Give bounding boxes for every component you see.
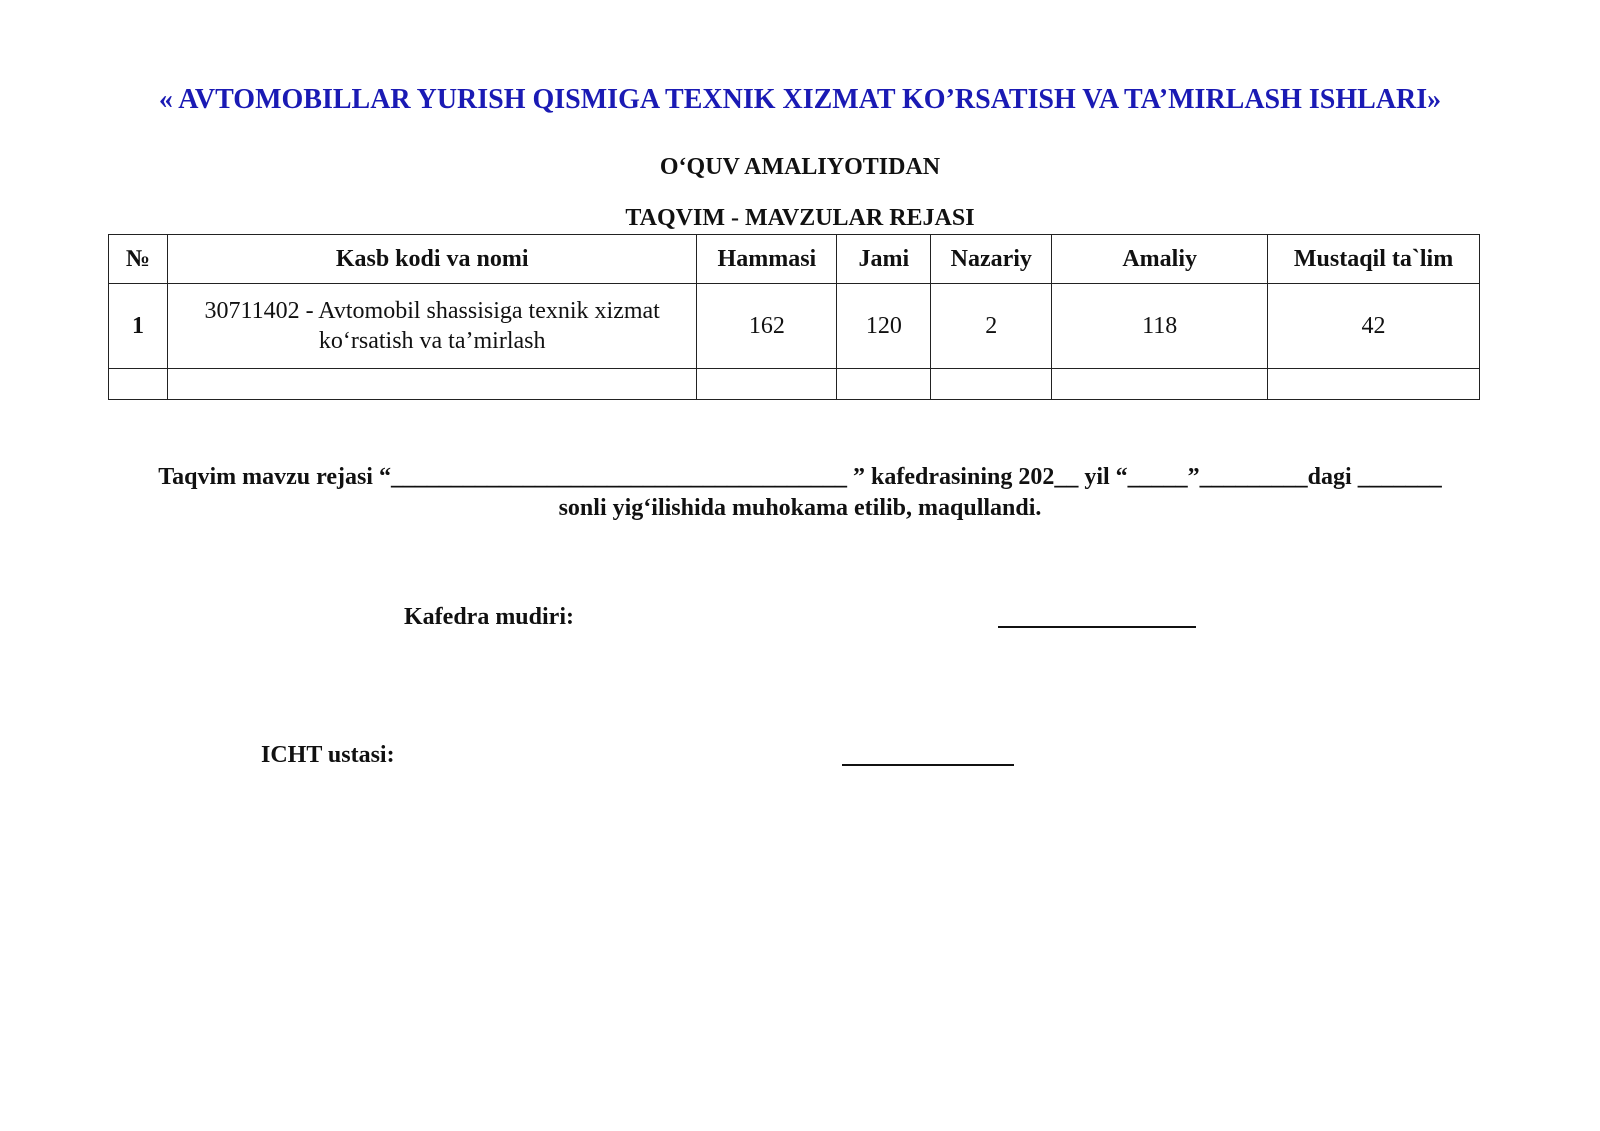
empty-cell	[837, 369, 931, 400]
header-mustaqil: Mustaqil ta`lim	[1268, 235, 1480, 284]
master-label: ICHT ustasi:	[261, 742, 395, 768]
head-signature-line	[998, 626, 1196, 628]
empty-cell	[1052, 369, 1268, 400]
empty-cell	[697, 369, 837, 400]
empty-cell	[1268, 369, 1480, 400]
header-number: №	[109, 235, 168, 284]
table-row	[109, 284, 1480, 369]
cell-amaliy: 118	[1052, 284, 1268, 369]
cell-number: 1	[109, 284, 168, 369]
cell-profession: 30711402 - Avtomobil shassisiga texnik xizmat ko‘rsatish va ta’mirlash	[167, 284, 696, 369]
approval-statement: Taqvim mavzu rejasi “______________________________________ ” kafedrasining 202__ yil “_____”_________dagi _______ sonli yig‘ilishida muhokama etilib, maqullandi.	[158, 464, 1442, 521]
master-signature-line	[842, 764, 1014, 766]
cell-nazariy: 2	[931, 284, 1052, 369]
cell-jami: 120	[837, 284, 931, 369]
empty-cell	[109, 369, 168, 400]
head-of-department-label: Kafedra mudiri:	[404, 604, 574, 630]
empty-cell	[167, 369, 696, 400]
plan-table	[108, 234, 1480, 400]
header-hammasi: Hammasi	[697, 235, 837, 284]
header-jami: Jami	[837, 235, 931, 284]
table-title: TAQVIM - MAVZULAR REJASI	[625, 205, 975, 231]
header-nazariy: Nazariy	[931, 235, 1052, 284]
document-subtitle: O‘QUV AMALIYOTIDAN	[659, 154, 941, 180]
table-header-row	[109, 235, 1480, 284]
header-profession: Kasb kodi va nomi	[167, 235, 696, 284]
empty-cell	[931, 369, 1052, 400]
document-title: « AVTOMOBILLAR YURISH QISMIGA TEXNIK XIZMAT KO’RSATISH VA TA’MIRLASH ISHLARI»	[158, 84, 1442, 115]
table-row-empty	[109, 369, 1480, 400]
header-amaliy: Amaliy	[1052, 235, 1268, 284]
cell-mustaqil: 42	[1268, 284, 1480, 369]
cell-hammasi: 162	[697, 284, 837, 369]
